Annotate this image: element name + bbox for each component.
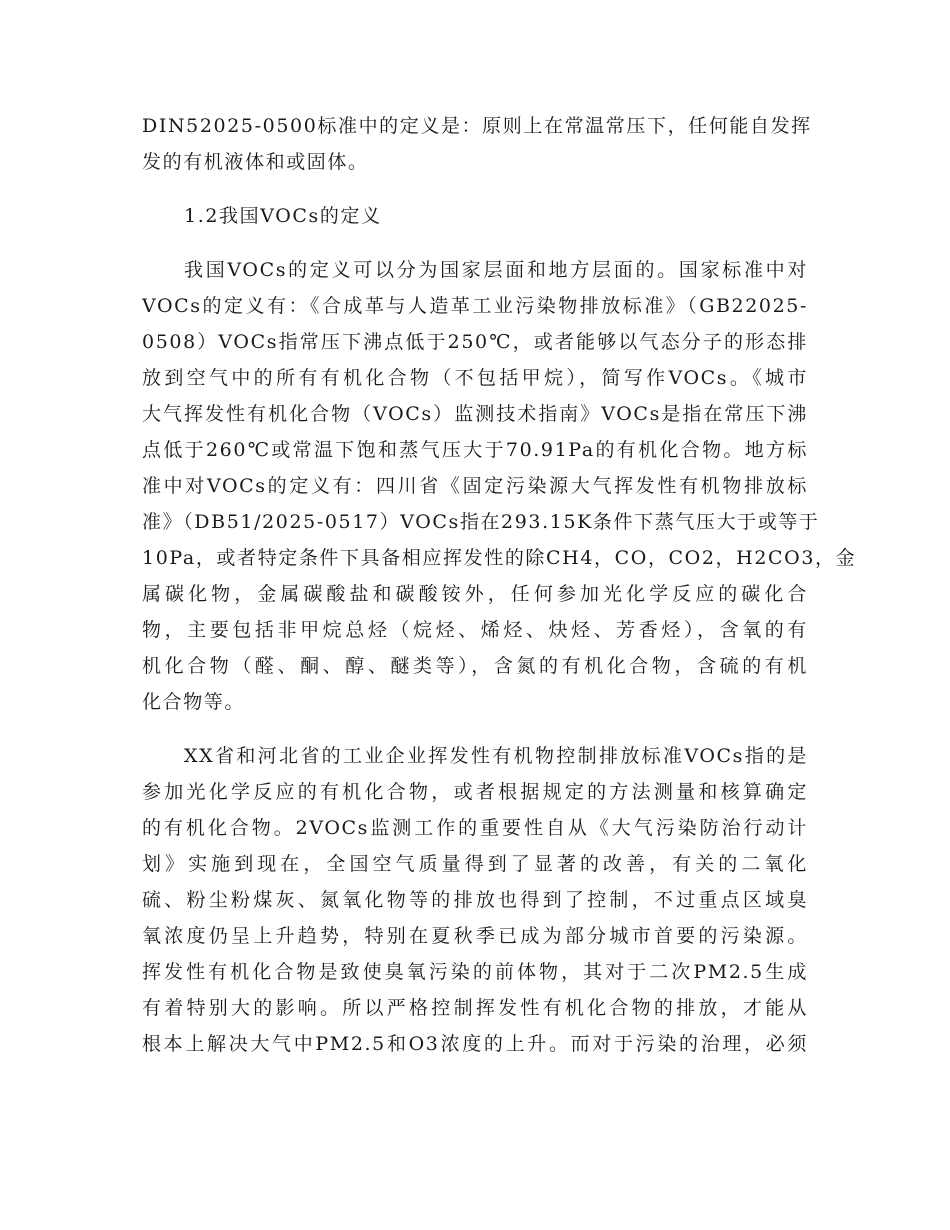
text-line: 我国VOCs的定义可以分为国家层面和地方层面的。国家标准中对 xyxy=(184,259,808,281)
text-line: 10Pa，或者特定条件下具备相应挥发性的除CH4，CO，CO2，H2CO3，金 xyxy=(142,547,857,569)
text-line: 根本上解决大气中PM2.5和O3浓度的上升。而对于污染的治理，必须 xyxy=(142,1033,808,1055)
text-line: 的有机化合物。2VOCs监测工作的重要性自从《大气污染防治行动计 xyxy=(142,817,808,839)
text-line: 参加光化学反应的有机化合物，或者根据规定的方法测量和核算确定 xyxy=(142,781,808,803)
text-line: 属碳化物，金属碳酸盐和碳酸铵外，任何参加光化学反应的碳化合 xyxy=(142,583,808,605)
text-line: 机化合物（醛、酮、醇、醚类等），含氮的有机化合物，含硫的有机 xyxy=(142,655,808,677)
text-line: 物，主要包括非甲烷总烃（烷烃、烯烃、炔烃、芳香烃），含氧的有 xyxy=(142,619,808,641)
text-line: 准中对VOCs的定义有：四川省《固定污染源大气挥发性有机物排放标 xyxy=(142,475,808,497)
text-line: 氧浓度仍呈上升趋势，特别在夏秋季已成为部分城市首要的污染源。 xyxy=(142,925,808,947)
text-line: 硫、粉尘粉煤灰、氮氧化物等的排放也得到了控制，不过重点区域臭 xyxy=(142,889,808,911)
text-line: 0508）VOCs指常压下沸点低于250℃，或者能够以气态分子的形态排 xyxy=(142,331,808,353)
text-line: 大气挥发性有机化合物（VOCs）监测技术指南》VOCs是指在常压下沸 xyxy=(142,403,808,425)
text-line: 化合物等。 xyxy=(142,691,246,713)
text-line: 划》实施到现在，全国空气质量得到了显著的改善，有关的二氧化 xyxy=(142,853,808,875)
paragraph-provincial-standards xyxy=(142,738,808,1062)
document-body xyxy=(142,108,857,1080)
text-line: VOCs的定义有：《合成革与人造革工业污染物排放标准》（GB22025- xyxy=(142,295,808,317)
text-line: 放到空气中的所有有机化合物（不包括甲烷），简写作VOCs。《城市 xyxy=(142,367,808,389)
text-line: 发的有机液体和或固体。 xyxy=(142,151,369,173)
text-line: XX省和河北省的工业企业挥发性有机物控制排放标准VOCs指的是 xyxy=(184,745,808,767)
paragraph-din-definition xyxy=(142,108,812,180)
text-line: 有着特别大的影响。所以严格控制挥发性有机化合物的排放，才能从 xyxy=(142,997,808,1019)
text-line: 点低于260℃或常温下饱和蒸气压大于70.91Pa的有机化合物。地方标 xyxy=(142,439,808,461)
text-line: 准》（DB51/2025-0517）VOCs指在293.15K条件下蒸气压大于或等于 xyxy=(142,511,820,533)
paragraph-china-vocs-definition xyxy=(142,252,857,720)
section-heading: 1.2我国VOCs的定义 xyxy=(184,205,382,227)
text-line: 挥发性有机化合物是致使臭氧污染的前体物，其对于二次PM2.5生成 xyxy=(142,961,808,983)
text-line: DIN52025-0500标准中的定义是：原则上在常温常压下，任何能自发挥 xyxy=(142,115,812,137)
